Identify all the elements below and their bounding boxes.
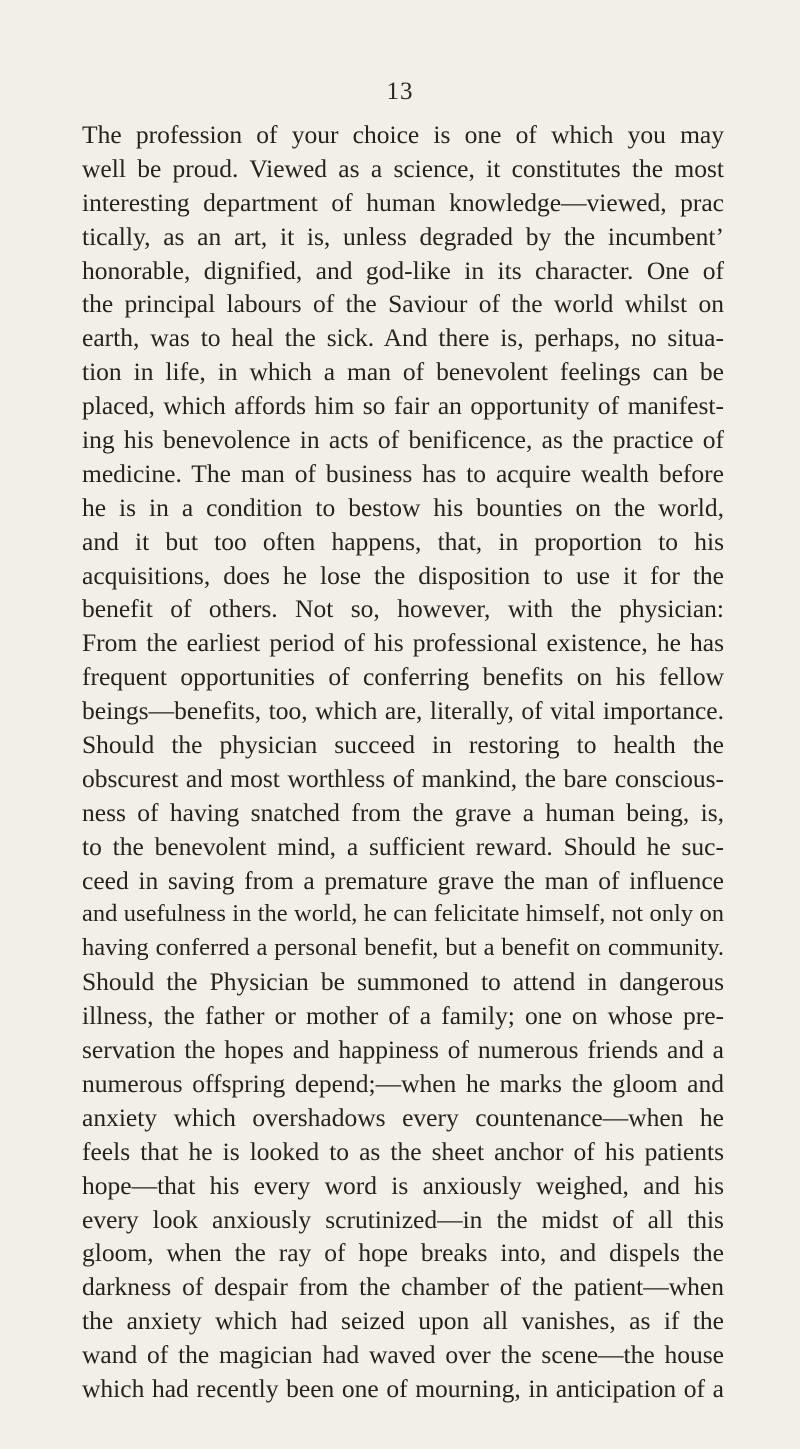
text-line: placed, which affords him so fair an opportunity of manifest- <box>82 391 724 421</box>
page-number: 13 <box>386 78 414 105</box>
text-line: tion in life, in which a man of benevolent feelings can be <box>82 357 724 387</box>
text-line: tically, as an art, it is, unless degraded by the incumbent’ <box>82 221 724 251</box>
text-line: darkness of despair from the chamber of the patient—when <box>82 1272 724 1302</box>
text-line: obscurest and most worthless of mankind, the bare conscious- <box>82 763 724 793</box>
text-line: acquisitions, does he lose the disposition to use it for the <box>82 560 724 590</box>
text-line: wand of the magician had waved over the scene—the house <box>82 1340 724 1370</box>
text-line: the anxiety which had seized upon all vanishes, as if the <box>82 1306 724 1336</box>
text-line: benefit of others. Not so, however, with the physician: <box>82 594 724 624</box>
text-line: hope—that his every word is anxiously weighed, and his <box>82 1170 724 1200</box>
text-line: illness, the father or mother of a family; one on whose pre- <box>82 1001 724 1031</box>
text-line: well be proud. Viewed as a science, it constitutes the most <box>82 153 724 183</box>
text-line: he is in a condition to bestow his bounties on the world, <box>82 492 724 522</box>
text-line: having conferred a personal benefit, but a benefit on community. <box>82 934 724 962</box>
text-line: ness of having snatched from the grave a human being, is, <box>82 797 724 827</box>
text-line: medicine. The man of business has to acquire wealth before <box>82 458 724 488</box>
text-line: frequent opportunities of conferring benefits on his fellow <box>82 662 724 692</box>
text-line: servation the hopes and happiness of numerous friends and a <box>82 1035 724 1065</box>
text-line: From the earliest period of his professional existence, he has <box>82 628 724 658</box>
text-line: Should the Physician be summoned to attend in dangerous <box>82 967 724 997</box>
text-line: gloom, when the ray of hope breaks into, and dispels the <box>82 1238 724 1268</box>
text-line: every look anxiously scrutinized—in the midst of all this <box>82 1204 724 1234</box>
body-text <box>82 118 724 1406</box>
text-line: which had recently been one of mourning, in anticipation of a <box>82 1373 724 1403</box>
text-line: earth, was to heal the sick. And there is, perhaps, no situa- <box>82 323 724 353</box>
text-line: The profession of your choice is one of which you may <box>82 120 724 149</box>
text-line: feels that he is looked to as the sheet anchor of his patients <box>82 1136 724 1166</box>
text-line: to the benevolent mind, a sufficient reward. Should he suc- <box>82 831 724 861</box>
text-line: the principal labours of the Saviour of the world whilst on <box>82 289 724 319</box>
text-line: numerous offspring depend;—when he marks the gloom and <box>82 1068 724 1098</box>
text-line: Should the physician succeed in restoring to health the <box>82 730 724 760</box>
text-line: and it but too often happens, that, in proportion to his <box>82 526 724 556</box>
text-line: and usefulness in the world, he can felicitate himself, not only on <box>82 900 724 928</box>
text-line: ing his benevolence in acts of benificence, as the practice of <box>82 425 724 455</box>
text-line: interesting department of human knowledge—viewed, prac <box>82 187 724 217</box>
text-line: beings—benefits, too, which are, literally, of vital importance. <box>82 696 724 726</box>
text-line: anxiety which overshadows every countenance—when he <box>82 1102 724 1132</box>
text-line: honorable, dignified, and god-like in its character. One of <box>82 255 724 285</box>
text-line: ceed in saving from a premature grave the man of influence <box>82 865 724 895</box>
